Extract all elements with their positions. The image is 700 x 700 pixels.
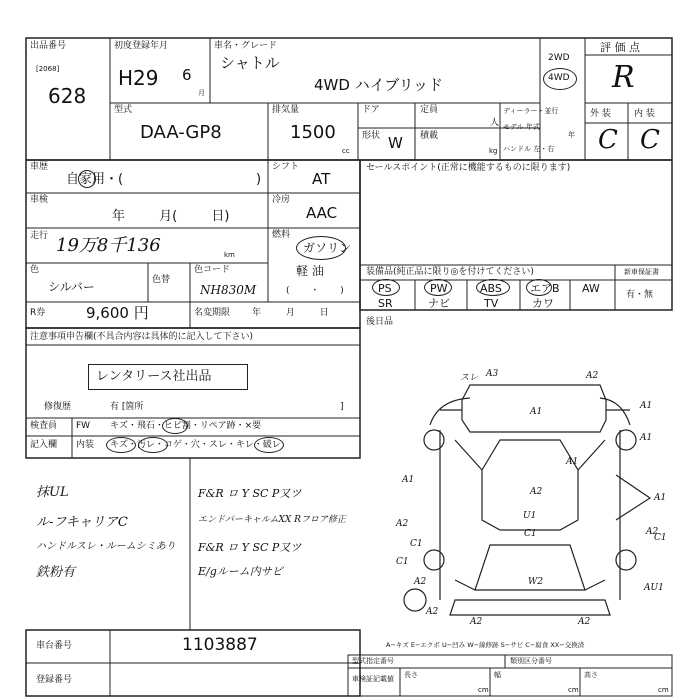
lot-number: 628 [48,84,87,108]
rear-items-label: 後日品 [366,317,394,327]
rating-label: 評 価 点 [600,41,640,54]
damage-mark: A1 [640,401,653,411]
r-ticket-value: 9,600 円 [86,304,149,322]
height-unit: cm [658,686,669,694]
exterior-score: C [598,125,618,155]
note-left-1: 抹UL [36,485,69,500]
ac-value: AAC [306,204,338,222]
width-label: 幅 [494,671,501,679]
drive-4wd-value: 4WD [548,73,570,83]
damage-mark: A2 [586,371,599,381]
repair-value: 有 [箇所 [110,402,144,412]
damage-mark: A1 [402,475,415,485]
mileage-unit: km [224,251,235,259]
damage-mark: A1 [566,457,579,467]
notes-label: 注意事項申告欄(不具合内容は具体的に記入して下さい) [30,332,254,342]
equip-navi: ナビ [428,297,450,310]
damage-mark: A3 [486,369,499,379]
fuel-diesel: 軽 油 [296,264,324,278]
mileage-label: 走行 [30,231,49,241]
rating-value: R [612,60,635,95]
reg-number-label: 登録番号 [36,675,73,685]
history-value: 自家用・( [66,172,124,187]
lot-number-label: 出品番号 [30,41,67,51]
model-value: DAA-GP8 [140,122,222,143]
car-grade: 4WD ハイブリッド [314,76,444,94]
note-right-1: F&R ロ Y SC P又ツ [198,487,302,500]
damage-mark: AU1 [644,583,664,593]
fw-label: FW [76,421,91,431]
damage-legend: A−キズ E−エクボ U−凹み W−線修跡 S−サビ C−腐食 XX−交換済 [386,641,585,649]
damage-mark: A2 [470,617,483,627]
damage-mark: A2 [530,487,543,497]
warranty-label: 新車保証書 [624,268,659,276]
color-change-label: 色替 [152,275,171,285]
year-unit: 年 [568,131,575,139]
history-close: ) [256,172,262,187]
notes-entry-label: 記入欄 [30,440,58,450]
chassis-label: 車台番号 [36,641,73,651]
note-left-4: 鉄粉有 [36,565,76,580]
mileage-value: 19万8千136 [56,235,161,256]
damage-mark: A2 [426,607,439,617]
displacement-label: 排気量 [272,105,300,115]
color-value: シルバー [48,280,95,294]
interior-label: 内 装 [634,109,655,119]
damage-mark: A1 [640,433,653,443]
equip-pw: PW [430,282,448,295]
handle-label: ハンドル 左・右 [503,145,555,153]
note-right-3: F&R ロ Y SC P又ツ [198,541,302,554]
color-label: 色 [30,265,40,275]
dealer-label: ディーラー・並行 [503,107,559,115]
name-change-label: 名変期限 [194,308,231,318]
fw-items: キズ・飛石・ヒビ割・リペア跡・×要 [110,421,262,431]
note-left-2: ル-フキャリアC [36,515,128,530]
damage-mark: W2 [528,577,543,587]
inspector-label: 検査員 [30,421,58,431]
damage-mark: C1 [396,557,409,567]
equip-leather: カワ [532,297,554,310]
load-unit: kg [489,147,498,155]
equip-airbag: エアB [530,282,560,295]
length-unit: cm [478,686,489,694]
damage-mark: C1 [524,529,537,539]
model-cert-label: 型式指定番号 [352,657,394,665]
equip-aw: AW [582,282,600,295]
shift-value: AT [312,170,331,188]
color-code-value: NH830M [200,283,257,297]
fuel-gasoline: ガソリン [303,241,352,255]
car-name: シャトル [220,54,280,72]
interior-notes-label: 内装 [76,440,95,450]
damage-mark: A2 [578,617,591,627]
interior-items: キズ・汚レ・コゲ・穴・スレ・キレ・破レ [110,440,281,450]
height-label: 高さ [584,671,598,679]
damage-mark: A2 [414,577,427,587]
capacity-unit: 人 [490,118,500,128]
note-right-4: E/gルーム内サビ [198,565,283,578]
load-label: 積載 [420,131,439,141]
rental-stamp: レンタリース社出品 [96,369,212,384]
name-change-value: 年 月 日 [252,308,329,318]
ac-label: 冷房 [272,195,291,205]
door-label: ドア [362,105,380,115]
equip-sr: SR [378,297,393,310]
model-label: 型式 [114,105,133,115]
width-unit: cm [568,686,579,694]
repair-close: ] [340,402,344,412]
damage-mark: A1 [530,407,543,417]
equip-abs: ABS [480,282,502,295]
damage-mark: A2 [396,519,409,529]
damage-mark: A1 [654,493,667,503]
damage-mark: A2 [646,527,659,537]
length-label: 長さ [404,671,418,679]
fuel-label: 燃料 [272,230,291,240]
history-label: 車歴 [30,162,49,172]
category-label: 類別区分番号 [510,657,552,665]
displacement-unit: cc [342,147,350,155]
inspection-value: 年 月( 日) [112,209,230,224]
reg-year: H29 [118,66,159,90]
dims-label: 車検証記載値 [352,675,394,683]
inspection-label: 車検 [30,195,49,205]
reg-month-unit: 月 [198,89,205,97]
color-code-label: 色コード [194,265,231,275]
equip-tv: TV [484,297,499,310]
sales-point-title: セールスポイント(正常に機能するものに限ります) [366,163,571,173]
shape-value: W [388,134,403,152]
shape-label: 形状 [362,131,381,141]
damage-mark: C1 [410,539,423,549]
first-reg-label: 初度登録年月 [114,41,169,51]
drive-2wd-label: 2WD [548,53,570,63]
note-left-3: ハンドルスレ・ルームシミあり [36,541,176,552]
shift-label: シフト [272,162,300,172]
r-ticket-label: R券 [30,308,46,318]
equipment-title: 装備品(純正品に限り◎を付けてください) [366,267,534,277]
note-right-2: エンドパーキャルムXX Rフロア修正 [198,515,346,525]
model-year-label: モデル 年式 [503,123,540,131]
damage-mark: C1 [654,533,667,543]
car-name-grade-label: 車名・グレード [214,41,278,51]
repair-label: 修復歴 [44,402,72,412]
displacement-value: 1500 [290,122,336,143]
chassis-value: 1103887 [182,635,258,655]
exterior-label: 外 装 [590,109,611,119]
interior-score: C [640,125,660,155]
damage-mark: スレ [460,373,479,383]
equip-ps: PS [378,282,392,295]
reg-month: 6 [182,66,192,84]
damage-mark: U1 [523,511,537,521]
fuel-paren: ( ・ ) [286,286,344,296]
lot-sub-number: [2068] [36,65,60,73]
warranty-value: 有・無 [626,290,654,300]
capacity-label: 定員 [420,105,439,115]
